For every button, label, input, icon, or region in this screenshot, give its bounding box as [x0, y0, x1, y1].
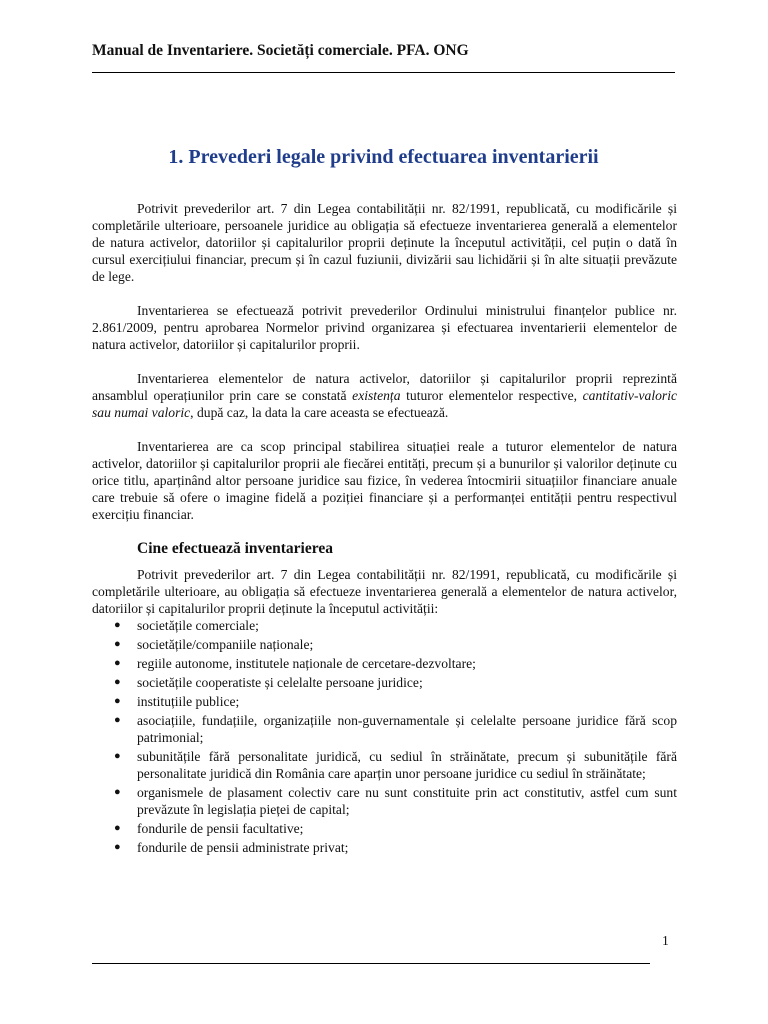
- bullet-icon: ●: [114, 786, 121, 798]
- bullet-icon: ●: [114, 619, 121, 631]
- paragraph-3-text-a: Inventarierea elementelor de natura activelor, datoriilor și capitalurilor proprii reprezintă ansamblul operațiunilor prin care se constată: [92, 371, 677, 403]
- list-item-text: regiile autonome, institutele naționale de cercetare-dezvoltare;: [137, 656, 476, 671]
- bullet-icon: ●: [114, 657, 121, 669]
- list-item: [92, 636, 677, 653]
- paragraph-3-emphasis-2: cantitativ-valoric sau numai valoric: [92, 388, 677, 420]
- page-number: 1: [662, 933, 669, 948]
- section-intro: Potrivit prevederilor art. 7 din Legea contabilității nr. 82/1991, republicată, cu modificările și completările ulterioare, au obligația să efectueze inventarierea generală a elementelor de natura activelor, datoriilor și capitalurilor proprii deținute la începutul activității:: [92, 567, 677, 616]
- bullet-icon: ●: [114, 676, 121, 688]
- list-item: [92, 693, 677, 710]
- list-item: [92, 820, 677, 837]
- list-item: [92, 839, 677, 856]
- running-header: Manual de Inventariere. Societăți comerciale. PFA. ONG: [92, 42, 469, 59]
- paragraph-3-text-b: tuturor elementelor respective,: [400, 388, 583, 403]
- list-item-text: societățile comerciale;: [137, 618, 259, 633]
- list-item-text: instituțiile publice;: [137, 694, 240, 709]
- bullet-icon: ●: [114, 695, 121, 707]
- paragraph-2: Inventarierea se efectuează potrivit prevederilor Ordinului ministrului finanțelor publice nr. 2.861/2009, pentru aprobarea Normelor privind organizarea și efectuarea inventarierii elementelor de natura activelor, datoriilor și capitalurilor proprii.: [92, 303, 677, 352]
- paragraph-3-text-c: , după caz, la data la care aceasta se efectuează.: [190, 405, 449, 420]
- list-item: [92, 655, 677, 672]
- list-item: [92, 617, 677, 634]
- paragraph-4: Inventarierea are ca scop principal stabilirea situației reale a tuturor elementelor de natura activelor, datoriilor și capitalurilor proprii ale fiecărei entități, precum și a bunurilor și valorilor deținute cu orice titlu, aparținând altor persoane juridice sau fizice, în vederea întocmirii situațiilor financiare anuale care trebuie să ofere o imagine fidelă a poziției financiare și a performanței entității pentru respectivul exercițiu financiar.: [92, 439, 677, 522]
- list-item-text: subunitățile fără personalitate juridică, cu sediul în străinătate, precum și subunitățile fără personalitate juridică din România care aparțin unor persoane juridice cu sediul în străinătate;: [137, 749, 677, 781]
- list-item: [92, 784, 677, 818]
- page-body: [92, 200, 677, 858]
- bullet-icon: ●: [114, 714, 121, 726]
- bullet-icon: ●: [114, 841, 121, 853]
- header-divider: [92, 72, 675, 73]
- list-item: [92, 748, 677, 782]
- section-heading: Cine efectuează inventarierea: [137, 540, 333, 557]
- paragraph-1: Potrivit prevederilor art. 7 din Legea contabilității nr. 82/1991, republicată, cu modificările și completările ulterioare, persoanele juridice au obligația să efectueze inventarierea generală a elementelor de natura activelor, datoriilor și capitalurilor proprii deținute la începutul activității, cel puțin o dată în cursul exercițiului financiar, precum și în cazul fuziunii, divizării sau lichidării și în alte situații prevăzute de lege.: [92, 201, 677, 284]
- list-item-text: societățile cooperatiste și celelalte persoane juridice;: [137, 675, 423, 690]
- list-item-text: asociațiile, fundațiile, organizațiile non-guvernamentale și celelalte persoane juridice fără scop patrimonial;: [137, 713, 677, 745]
- list-item-text: organismele de plasament colectiv care nu sunt constituite prin act constitutiv, astfel cum sunt prevăzute în legislația pieței de capital;: [137, 785, 677, 817]
- paragraph-3-emphasis-1: existența: [352, 388, 401, 403]
- list-item: [92, 674, 677, 691]
- obligated-entities-list: [92, 617, 677, 856]
- paragraph-3: [92, 370, 677, 421]
- bullet-icon: ●: [114, 638, 121, 650]
- list-item-text: fondurile de pensii facultative;: [137, 821, 304, 836]
- bullet-icon: ●: [114, 750, 121, 762]
- list-item-text: societățile/companiile naționale;: [137, 637, 314, 652]
- footer-divider: [92, 963, 650, 964]
- chapter-title: 1. Prevederi legale privind efectuarea inventarierii: [168, 146, 599, 168]
- bullet-icon: ●: [114, 822, 121, 834]
- list-item: [92, 712, 677, 746]
- list-item-text: fondurile de pensii administrate privat;: [137, 840, 349, 855]
